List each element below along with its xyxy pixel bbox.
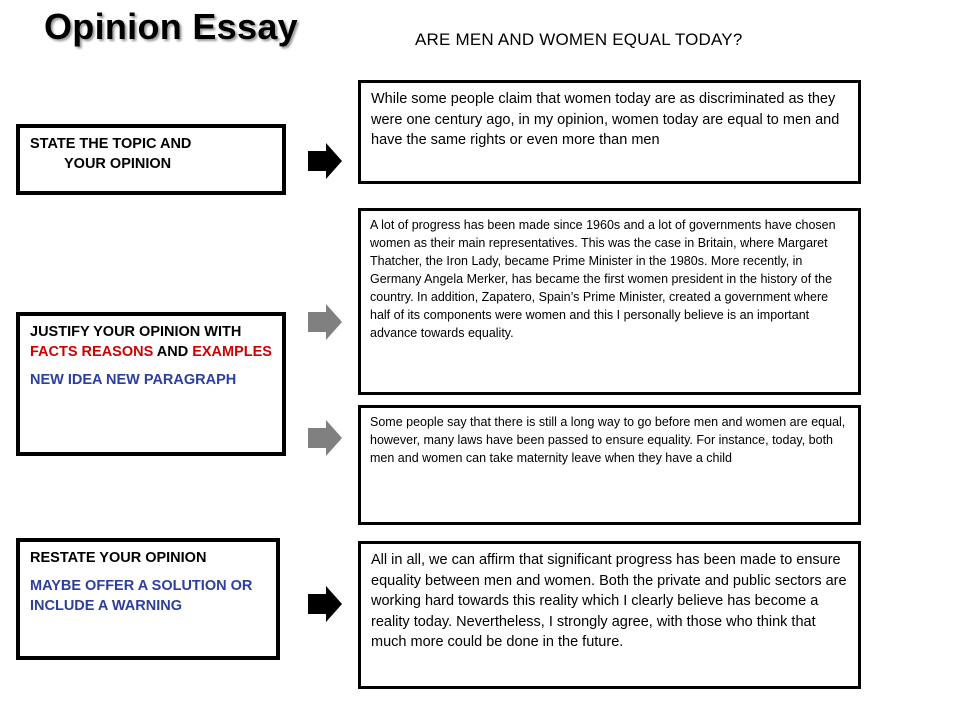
arrow-right-icon [306, 302, 344, 342]
justify-label-text: JUSTIFY YOUR OPINION WITH [30, 324, 242, 340]
body-paragraph-2-box [358, 405, 861, 525]
essay-question: ARE MEN AND WOMEN EQUAL TODAY? [415, 30, 743, 49]
solution-warning-label: MAYBE OFFER A SOLUTION OR INCLUDE A WARNING [30, 578, 253, 614]
examples-text: EXAMPLES [192, 344, 272, 360]
step-label-state-topic [16, 124, 286, 195]
body-paragraph-1-box [358, 208, 861, 395]
conclusion-paragraph: All in all, we can affirm that significant progress has been made to ensure equality between men and women. Both the private and public sectors are working hard towards this reality which I clearly believe has become a reality today. Nevertheless, I strongly agree, with those who think that much more could be done in the future. [371, 552, 847, 650]
and-text: AND [153, 344, 193, 360]
page-title: Opinion Essay [44, 6, 298, 47]
new-idea-label: NEW IDEA NEW PARAGRAPH [30, 372, 237, 388]
body-paragraph-1: A lot of progress has been made since 1960s and a lot of governments have chosen women as their main representatives. This was the case in Britain, where Margaret Thatcher, the Iron Lady, became Prime Minister in the 1980s. More recently, in Germany Angela Merker, has became the first women president in the history of the country. In addition, Zapatero, Spain’s Prime Minister, created a government where half of its components were women and this I personally believe is an important advance towards equality. [370, 218, 836, 340]
arrow-right-icon [306, 141, 344, 181]
label-line-2: YOUR OPINION [64, 156, 172, 172]
step-label-restate-opinion [16, 538, 280, 660]
intro-paragraph: While some people claim that women today are as discriminated as they were one century ago, in my opinion, women today are equal to men and have the same rights or even more than men [371, 91, 840, 148]
intro-paragraph-box [358, 80, 861, 184]
restate-label: RESTATE YOUR OPINION [30, 550, 207, 566]
arrow-right-icon [306, 584, 344, 624]
justify-label [30, 322, 272, 362]
step-label-justify-opinion [16, 312, 286, 456]
body-paragraph-2: Some people say that there is still a long way to go before men and women are equal, however, many laws have been passed to ensure equality. For instance, today, both men and women can take maternity leave when they have a child [370, 415, 846, 465]
facts-reasons-text: FACTS REASONS [30, 344, 154, 360]
label-line-1: STATE THE TOPIC AND [30, 136, 192, 152]
conclusion-paragraph-box [358, 541, 861, 689]
arrow-right-icon [306, 418, 344, 458]
